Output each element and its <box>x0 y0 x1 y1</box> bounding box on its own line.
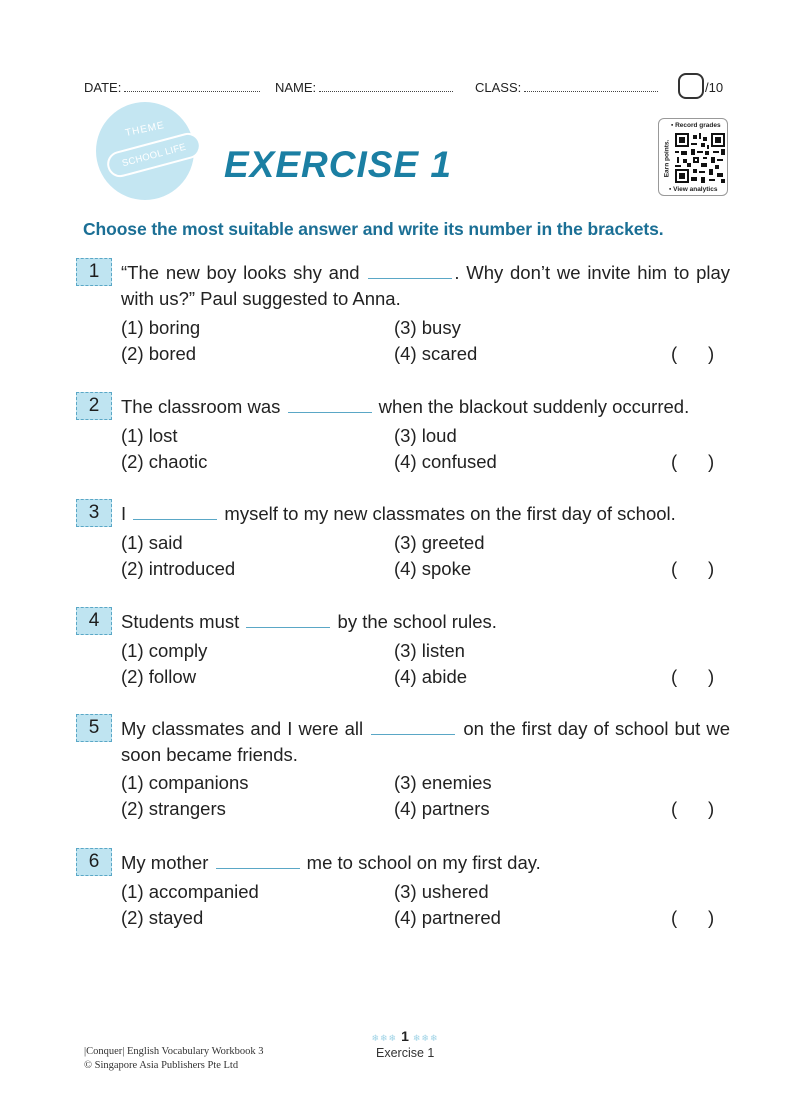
question-text-before: My classmates and I were all <box>121 718 364 739</box>
answer-bracket[interactable]: ( ) <box>671 451 715 472</box>
option-2: (2) strangers <box>121 798 226 819</box>
answer-blank[interactable] <box>371 718 455 735</box>
question-number-1: 1 <box>76 258 112 286</box>
option-1: (1) lost <box>121 425 178 446</box>
answer-blank[interactable] <box>368 262 452 279</box>
qr-side-text: Earn points. <box>663 139 671 178</box>
question-text-before: The classroom was <box>121 396 281 417</box>
question-text-1 <box>121 260 730 312</box>
qr-top-text: ▪ Record grades <box>671 122 721 129</box>
theme-name: SCHOOL LIFE <box>120 141 188 169</box>
question-text-after: me to school on my first day. <box>306 852 541 873</box>
question-text-before: Students must <box>121 611 240 632</box>
option-3: (3) ushered <box>394 881 489 902</box>
footer-book-title: |Conquer| English Vocabulary Workbook 3 <box>84 1046 264 1057</box>
option-3: (3) listen <box>394 640 465 661</box>
theme-badge <box>96 102 194 200</box>
answer-bracket[interactable]: ( ) <box>671 558 715 579</box>
question-text-after: on the first day of school but we soon became friends. <box>121 718 730 765</box>
question-number-4: 4 <box>76 607 112 635</box>
theme-word: THEME <box>124 119 166 140</box>
footer-exercise-label: Exercise 1 <box>376 1046 435 1060</box>
option-3: (3) greeted <box>394 532 485 553</box>
option-1: (1) companions <box>121 772 249 793</box>
snowflake-icon: ❄❄❄ <box>371 1033 398 1043</box>
name-line <box>319 80 453 92</box>
date-field[interactable] <box>84 80 260 95</box>
option-4: (4) confused <box>394 451 497 472</box>
question-text-before: “The new boy looks shy and <box>121 262 360 283</box>
option-1: (1) accompanied <box>121 881 259 902</box>
name-field[interactable] <box>275 80 453 95</box>
option-2: (2) chaotic <box>121 451 208 472</box>
question-text-before: My mother <box>121 852 209 873</box>
option-1: (1) boring <box>121 317 201 338</box>
question-text-after: when the blackout suddenly occurred. <box>378 396 690 417</box>
question-text-2 <box>121 394 730 420</box>
question-text-before: I <box>121 503 127 524</box>
option-2: (2) stayed <box>121 907 204 928</box>
question-number-2: 2 <box>76 392 112 420</box>
score-box[interactable] <box>678 73 704 99</box>
option-4: (4) scared <box>394 343 478 364</box>
page-number: 1 <box>401 1028 409 1044</box>
question-text-5 <box>121 716 730 768</box>
question-text-after: by the school rules. <box>337 611 497 632</box>
student-info-header <box>84 78 730 100</box>
answer-bracket[interactable]: ( ) <box>671 798 715 819</box>
answer-blank[interactable] <box>133 503 217 520</box>
score-total: /10 <box>705 80 724 95</box>
answer-blank[interactable] <box>246 611 330 628</box>
answer-bracket[interactable]: ( ) <box>671 666 715 687</box>
qr-code-icon <box>675 132 725 184</box>
option-3: (3) enemies <box>394 772 492 793</box>
question-text-after: myself to my new classmates on the first day of school. <box>224 503 676 524</box>
option-3: (3) busy <box>394 317 461 338</box>
option-1: (1) comply <box>121 640 208 661</box>
question-text-after: . Why don’t we invite him to play with us?” Paul suggested to Anna. <box>121 262 731 309</box>
option-2: (2) bored <box>121 343 197 364</box>
qr-panel[interactable] <box>658 118 728 196</box>
question-text-6 <box>121 850 730 876</box>
option-4: (4) spoke <box>394 558 472 579</box>
footer-copyright: © Singapore Asia Publishers Pte Ltd <box>84 1060 239 1071</box>
date-line <box>124 80 260 92</box>
answer-blank[interactable] <box>288 396 372 413</box>
option-4: (4) partnered <box>394 907 501 928</box>
answer-bracket[interactable]: ( ) <box>671 343 715 364</box>
option-2: (2) follow <box>121 666 197 687</box>
answer-bracket[interactable]: ( ) <box>671 907 715 928</box>
date-label: DATE: <box>84 80 122 95</box>
exercise-title: EXERCISE 1 <box>224 144 452 185</box>
question-number-3: 3 <box>76 499 112 527</box>
instruction: Choose the most suitable answer and write its number in the brackets. <box>83 219 664 239</box>
question-number-6: 6 <box>76 848 112 876</box>
name-label: NAME: <box>275 80 317 95</box>
answer-blank[interactable] <box>216 852 300 869</box>
option-4: (4) abide <box>394 666 468 687</box>
option-2: (2) introduced <box>121 558 236 579</box>
footer-publisher <box>84 1045 264 1073</box>
question-text-4 <box>121 609 730 635</box>
option-4: (4) partners <box>394 798 490 819</box>
class-field[interactable] <box>475 80 658 95</box>
snowflake-icon: ❄❄❄ <box>412 1033 439 1043</box>
question-text-3 <box>121 501 730 527</box>
class-label: CLASS: <box>475 80 522 95</box>
qr-bottom-text: ▪ View analytics <box>669 186 718 193</box>
question-number-5: 5 <box>76 714 112 742</box>
option-3: (3) loud <box>394 425 457 446</box>
class-line <box>524 80 658 92</box>
page-number-block <box>360 1028 450 1046</box>
option-1: (1) said <box>121 532 183 553</box>
